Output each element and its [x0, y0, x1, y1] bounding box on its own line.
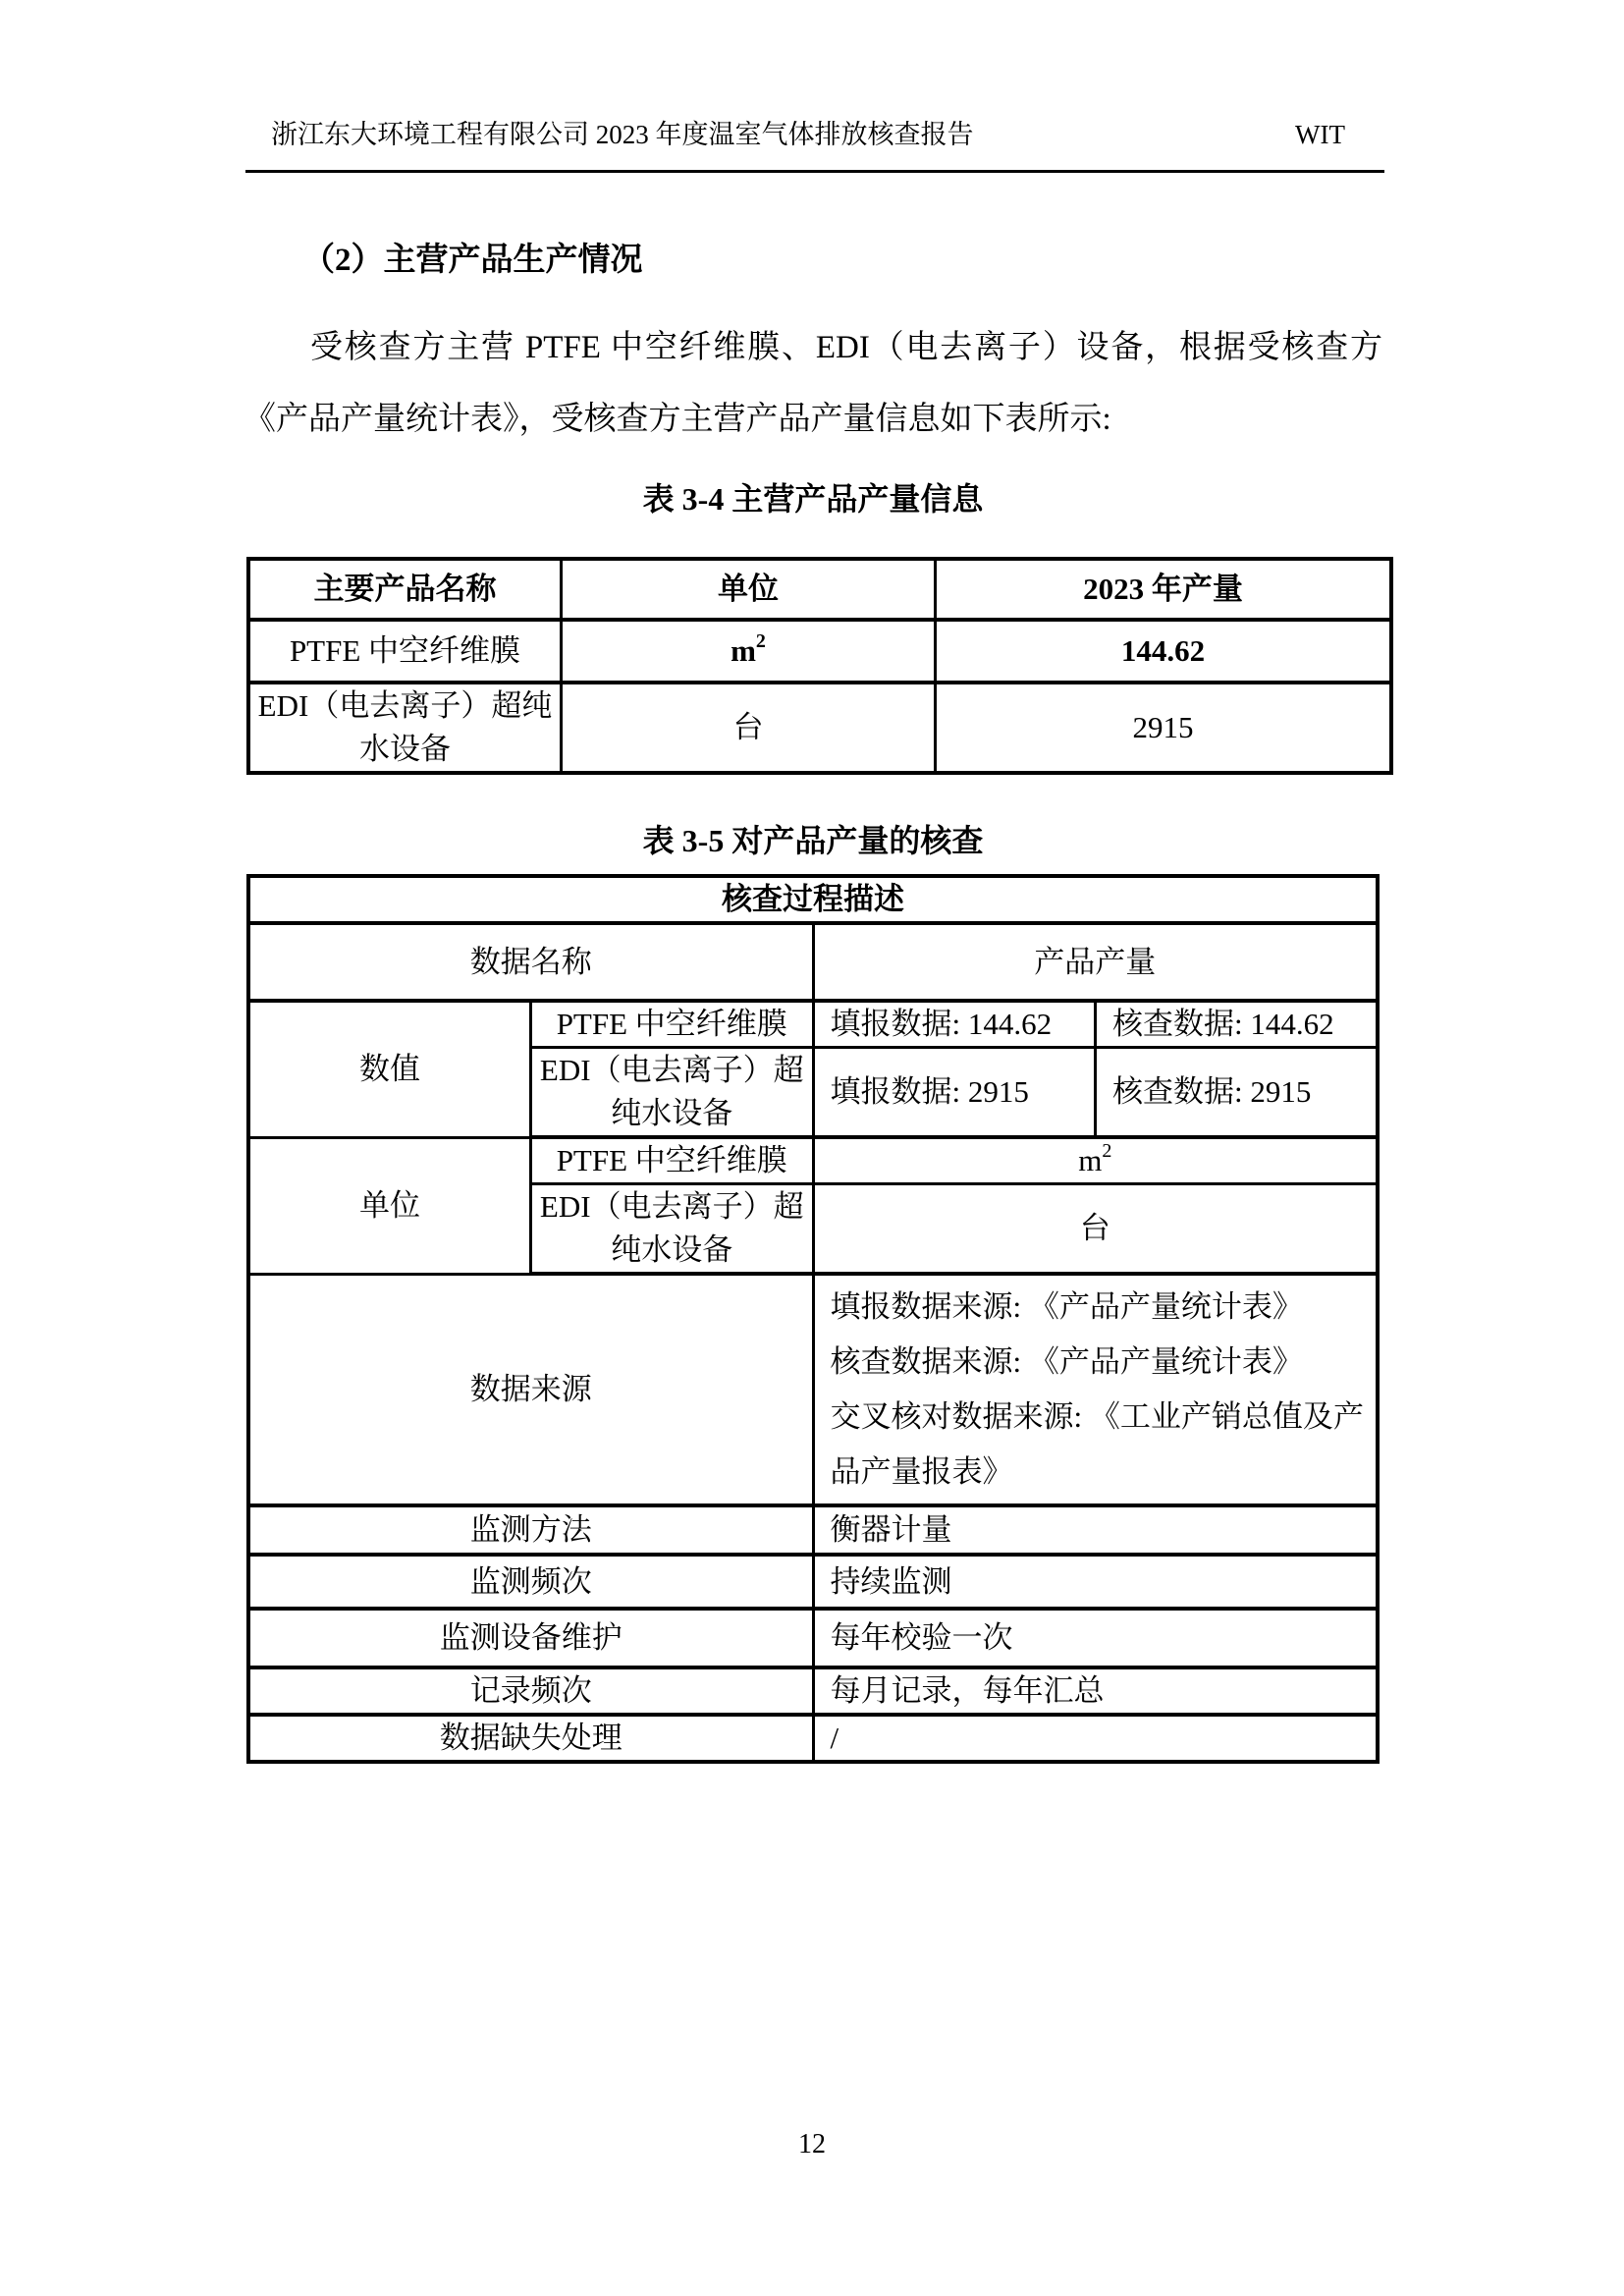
paragraph-line-2: 《产品产量统计表》，受核查方主营产品产量信息如下表所示: — [244, 402, 1111, 437]
t35-data-name-value: 产品产量 — [813, 923, 1378, 1001]
t35-numeric-row-ptfe — [248, 1001, 1378, 1048]
t35-unit-label: 单位 — [248, 1137, 531, 1274]
t35-product-cell: PTFE 中空纤维膜 — [531, 1137, 814, 1184]
t35-data-name-label: 数据名称 — [248, 923, 813, 1001]
t35-row-label: 监测方法 — [248, 1505, 813, 1555]
t35-monitoring-row — [248, 1667, 1378, 1715]
t35-row-label: 监测设备维护 — [248, 1609, 813, 1667]
t35-unit-value — [813, 1137, 1378, 1184]
unit-superscript: 2 — [1102, 1140, 1112, 1162]
t35-row-label: 监测频次 — [248, 1555, 813, 1609]
t34-header-output: 2023 年产量 — [936, 559, 1392, 620]
header-right-mark: WIT — [1295, 120, 1345, 149]
source-line: 交叉核对数据来源: 《工业产销总值及产品产量报表》 — [830, 1399, 1364, 1489]
section-heading: （2）主营产品生产情况 — [302, 243, 643, 278]
t35-product-cell: EDI（电去离子）超纯水设备 — [531, 1048, 814, 1138]
source-line: 核查数据来源: 《产品产量统计表》 — [830, 1344, 1303, 1379]
t34-cell-product: PTFE 中空纤维膜 — [248, 620, 562, 683]
running-header — [245, 119, 1384, 150]
unit-base: m — [731, 633, 756, 668]
unit-superscript: 2 — [755, 630, 766, 652]
t35-numeric-label: 数值 — [248, 1001, 531, 1137]
t35-reported-cell: 填报数据: 144.62 — [813, 1001, 1096, 1048]
page-number: 12 — [798, 2129, 826, 2159]
t35-product-cell: PTFE 中空纤维膜 — [531, 1001, 814, 1048]
t35-monitoring-row — [248, 1609, 1378, 1667]
t35-product-cell: EDI（电去离子）超纯水设备 — [531, 1184, 814, 1275]
table-3-5 — [246, 874, 1380, 1764]
t35-source-value — [813, 1274, 1378, 1505]
t35-unit-value — [813, 1184, 1378, 1275]
unit-base: 台 — [732, 710, 764, 744]
t34-header-unit: 单位 — [562, 559, 936, 620]
t35-verified-cell: 核查数据: 2915 — [1096, 1048, 1379, 1138]
t35-reported-cell: 填报数据: 2915 — [813, 1048, 1096, 1138]
t35-row-value: 每月记录，每年汇总 — [813, 1667, 1378, 1715]
t35-monitoring-row — [248, 1555, 1378, 1609]
t35-verified-cell: 核查数据: 144.62 — [1096, 1001, 1379, 1048]
t34-cell-unit — [562, 620, 936, 683]
t35-monitoring-row — [248, 1715, 1378, 1762]
t35-source-label: 数据来源 — [248, 1274, 813, 1505]
header-title: 浙江东大环境工程有限公司 2023 年度温室气体排放核查报告 — [271, 120, 974, 149]
t34-cell-output: 2915 — [936, 683, 1392, 773]
table-3-4-row-edi — [248, 683, 1391, 773]
table-3-4-title: 表 3-4 主营产品产量信息 — [642, 481, 984, 517]
table-3-5-title: 表 3-5 对产品产量的核查 — [642, 823, 984, 858]
t34-cell-output: 144.62 — [936, 620, 1392, 683]
t35-row-value: / — [813, 1715, 1378, 1762]
t35-row-value: 每年校验一次 — [813, 1609, 1378, 1667]
source-line: 填报数据来源: 《产品产量统计表》 — [830, 1289, 1303, 1324]
table-3-4-header-row — [248, 559, 1391, 620]
t35-process-header-row — [248, 876, 1378, 923]
unit-base: 台 — [1079, 1211, 1110, 1245]
header-rule — [245, 170, 1384, 173]
table-3-4 — [246, 557, 1393, 775]
t35-row-value: 持续监测 — [813, 1555, 1378, 1609]
t34-cell-unit — [562, 683, 936, 773]
t35-process-header: 核查过程描述 — [248, 876, 1378, 923]
t34-cell-product: EDI（电去离子）超纯水设备 — [248, 683, 562, 773]
paragraph-line-1: 受核查方主营 PTFE 中空纤维膜、EDI（电去离子）设备，根据受核查方 — [310, 330, 1382, 365]
t35-row-label: 数据缺失处理 — [248, 1715, 813, 1762]
table-3-4-row-ptfe — [248, 620, 1391, 683]
t35-monitoring-row — [248, 1505, 1378, 1555]
unit-base: m — [1078, 1143, 1103, 1177]
t35-source-row — [248, 1274, 1378, 1505]
t35-row-value: 衡器计量 — [813, 1505, 1378, 1555]
t34-header-product: 主要产品名称 — [248, 559, 562, 620]
t35-unit-row-ptfe — [248, 1137, 1378, 1184]
t35-data-name-row — [248, 923, 1378, 1001]
t35-row-label: 记录频次 — [248, 1667, 813, 1715]
